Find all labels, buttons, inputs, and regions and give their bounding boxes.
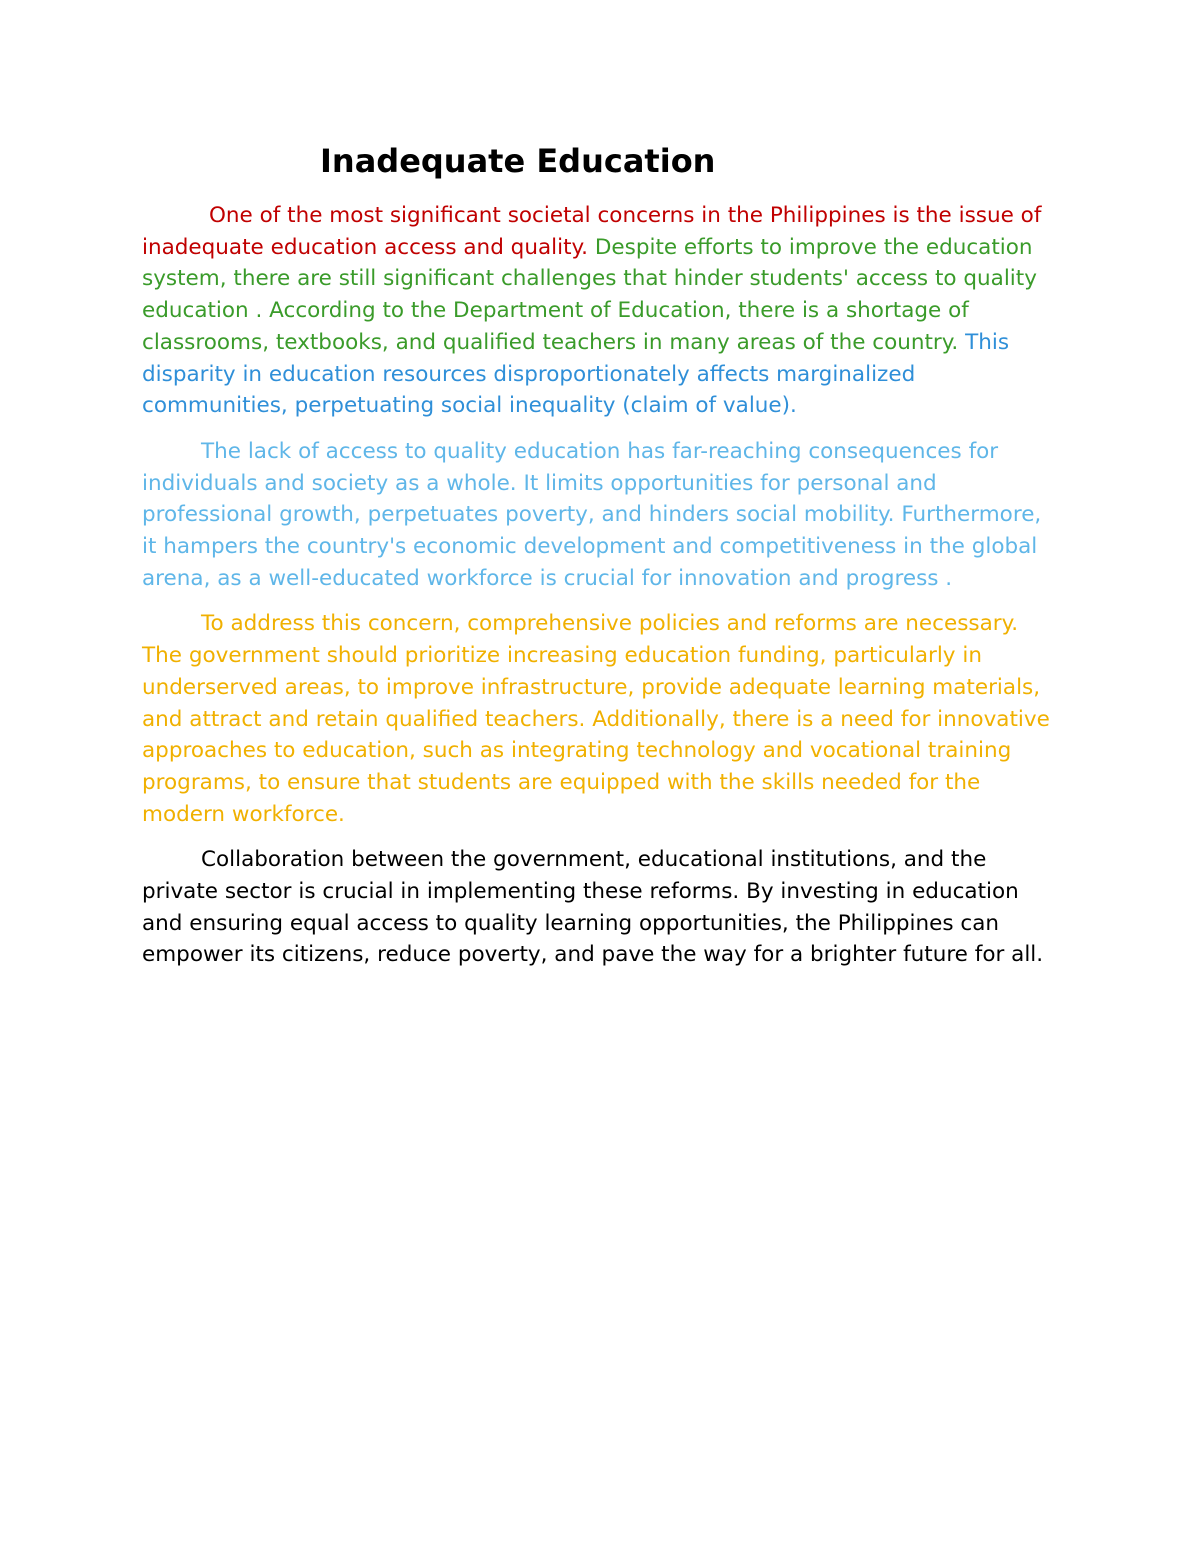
paragraph-2-text: The lack of access to quality education has far-reaching consequences for individuals and society as a whole. It limits opportunities for personal and professional growth, perpetuates poverty, and hinders social mobility. Furthermore, it hampers the country's economic development and competitiveness in the global arena, as a well-educated workforce is crucial for innovation and progress .: [142, 438, 1042, 591]
paragraph-2: [142, 436, 1062, 595]
paragraph-1-value-sentence: This disparity in education resources disproportionately affects marginalized communities, perpetuating social inequality (claim of value).: [142, 329, 1010, 419]
paragraph-1-claim-sentence: One of the most significant societal concerns in the Philippines is the issue of inadequate education access and quality.: [142, 203, 1042, 260]
paragraph-1-evidence-sentences: Despite efforts to improve the education system, there are still significant challenges that hinder students' access to quality education . According to the Department of Education, there is a shortage of classrooms, textbooks, and qualified teachers in many areas of the country.: [142, 234, 1037, 355]
document-title: Inadequate Education: [320, 142, 716, 180]
paragraph-3-text: To address this concern, comprehensive policies and reforms are necessary. The government should prioritize increasing education funding, particularly in underserved areas, to improve infrastructure, provide adequate learning materials, and attract and retain qualified teachers. Additionally, there is a need for innovative approaches to education, such as integrating technology and vocational training programs, to ensure that students are equipped with the skills needed for the modern workforce.: [142, 611, 1050, 827]
paragraph-4: [142, 844, 1062, 971]
paragraph-4-text: Collaboration between the government, educational institutions, and the private sector is crucial in implementing these reforms. By investing in education and ensuring equal access to quality learning opportunities, the Philippines can empower its citizens, reduce poverty, and pave the way for a brighter future for all.: [142, 847, 1044, 968]
paragraph-3: [142, 608, 1062, 830]
document-body: [142, 200, 1062, 985]
paragraph-1: [142, 200, 1062, 422]
